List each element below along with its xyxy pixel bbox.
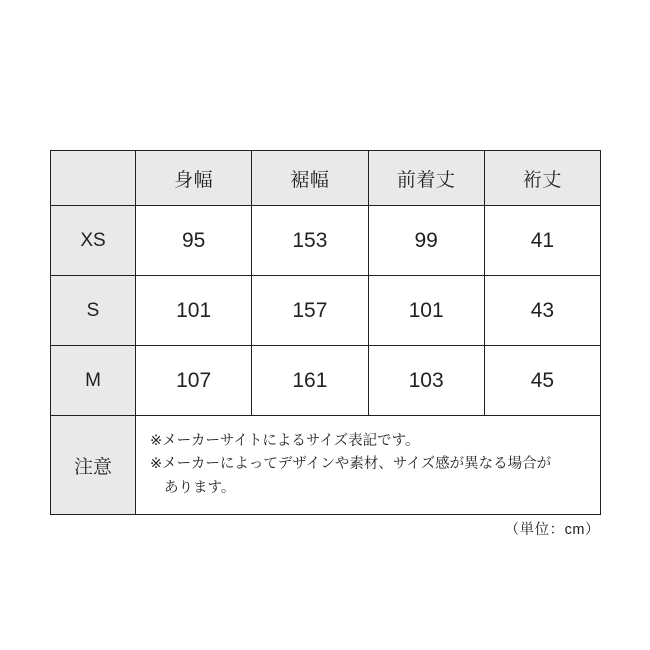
cell-s-1: 101 [136, 276, 252, 346]
size-table [50, 150, 601, 515]
table-row [51, 206, 601, 276]
cell-m-2: 161 [252, 346, 368, 416]
column-header-1: 身幅 [136, 151, 252, 206]
row-label-s: S [51, 276, 136, 346]
cell-xs-1: 95 [136, 206, 252, 276]
note-line-1: ※メーカーサイトによるサイズ表記です。 [150, 433, 420, 449]
cell-s-2: 157 [252, 276, 368, 346]
table-row [51, 346, 601, 416]
cell-xs-3: 99 [368, 206, 484, 276]
cell-m-1: 107 [136, 346, 252, 416]
cell-m-3: 103 [368, 346, 484, 416]
note-line-3: あります。 [164, 479, 236, 496]
note-label: 注意 [51, 416, 136, 515]
unit-note: （単位：cm） [504, 522, 600, 538]
note-body [136, 416, 601, 515]
size-table-container [50, 150, 600, 515]
cell-xs-4: 41 [484, 206, 600, 276]
cell-s-4: 43 [484, 276, 600, 346]
header-row [51, 151, 601, 206]
row-label-xs: XS [51, 206, 136, 276]
table-corner-cell [51, 151, 136, 206]
cell-m-4: 45 [484, 346, 600, 416]
row-label-m: M [51, 346, 136, 416]
table-header [51, 151, 601, 206]
table-row [51, 276, 601, 346]
table-note-row [51, 416, 601, 515]
cell-xs-2: 153 [252, 206, 368, 276]
note-line-2: ※メーカーによってデザインや素材、サイズ感が異なる場合が [150, 456, 552, 473]
column-header-2: 裾幅 [252, 151, 368, 206]
cell-s-3: 101 [368, 276, 484, 346]
column-header-4: 裄丈 [484, 151, 600, 206]
column-header-3: 前着丈 [368, 151, 484, 206]
table-body [51, 206, 601, 515]
